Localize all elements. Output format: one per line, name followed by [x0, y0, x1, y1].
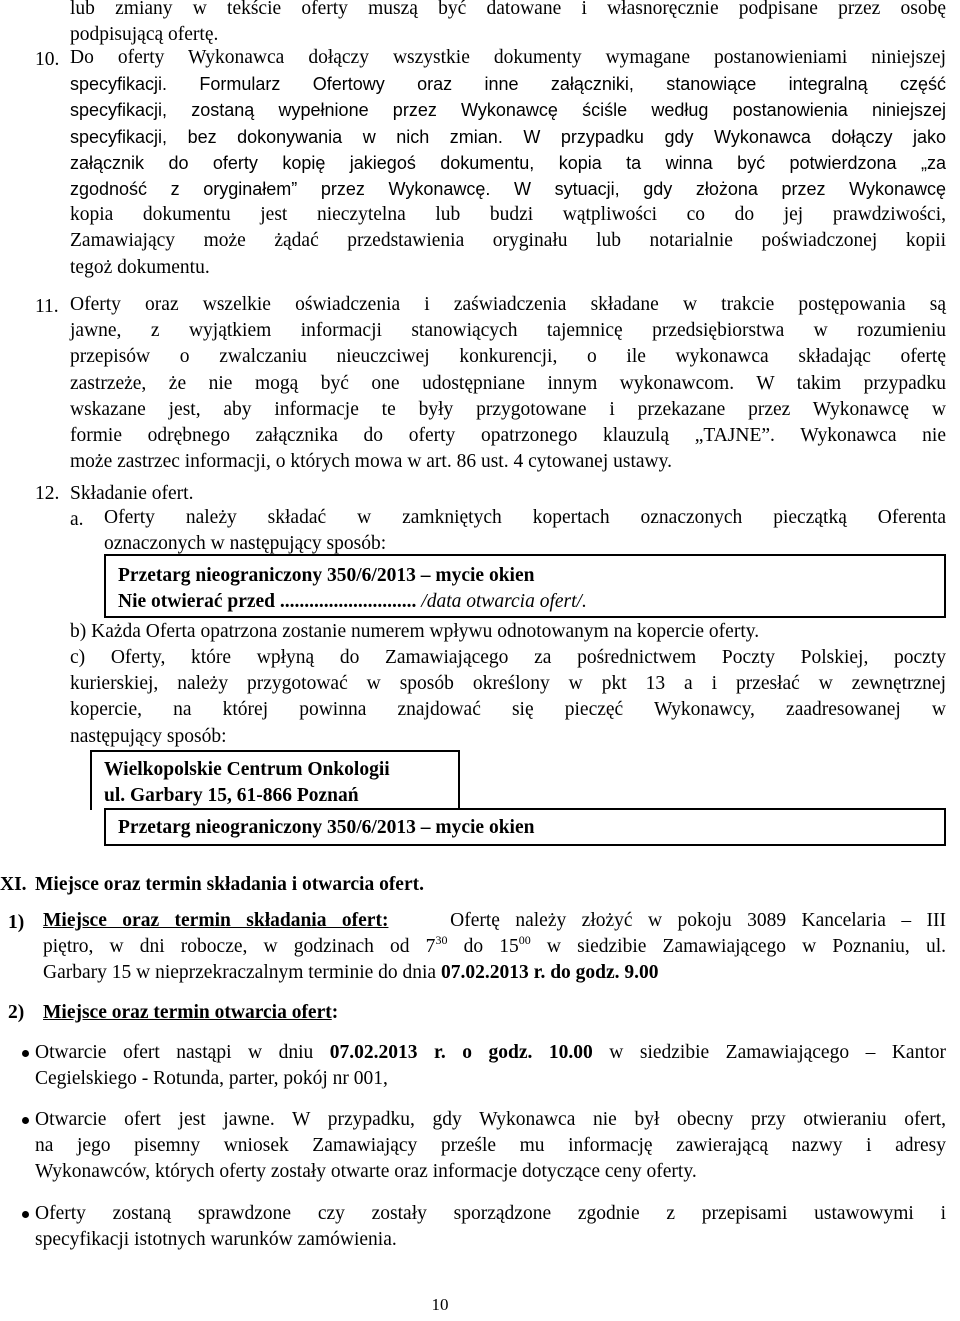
- continuation-paragraph: [70, 0, 946, 48]
- text-line: na jego pisemny wniosek Zamawiający prześle mu informację zawierającą nazwy i adresy: [35, 1135, 946, 1157]
- sub-label: a.: [70, 509, 84, 530]
- text-line: Oferty oraz wszelkie oświadczenia i zaświadczenia składane w trakcie postępowania są: [70, 294, 946, 315]
- text-span: Otwarcie ofert nastąpi w dniu: [35, 1042, 330, 1063]
- text-line: specyfikacji, zostaną wypełnione przez Wykonawcę ściśle według postanowienia niniejszej: [70, 100, 946, 121]
- list-number: 11.: [35, 296, 59, 317]
- text-line: tegoż dokumentu.: [70, 256, 210, 278]
- paragraph-12a: [104, 505, 946, 557]
- text-line: jawne, z wyjątkiem informacji stanowiących tajemnicę przedsiębiorstwa w rozumieniu: [70, 320, 946, 342]
- paragraph-xi-1: [43, 908, 946, 987]
- text-line: Do oferty Wykonawca dołączy wszystkie dokumenty wymagane postanowieniami niniejszej: [70, 47, 946, 68]
- text-line: Cegielskiego - Rotunda, parter, pokój nr 001,: [35, 1068, 388, 1090]
- text-span: w siedzibie Zamawiającego w Poznaniu, ul.: [530, 936, 946, 958]
- address-line: Wielkopolskie Centrum Onkologii: [104, 759, 390, 780]
- section-title: Składanie ofert.: [70, 483, 194, 504]
- bullet-dot: [22, 1117, 29, 1124]
- text-line-b: b) Każda Oferta opatrzona zostanie numerem wpływu odnotowanym na kopercie oferty.: [70, 621, 760, 642]
- subsection-heading-line: [43, 1003, 338, 1023]
- bullet-dot: [22, 1211, 29, 1218]
- subsection-heading: Miejsce oraz termin otwarcia ofert: [43, 1002, 332, 1023]
- text-span: piętro, w dni robocze, w godzinach od 7: [43, 936, 436, 958]
- bullet-dot: [22, 1050, 29, 1057]
- text-line: Oferty należy składać w zamkniętych kopertach oznaczonych pieczątką Oferenta: [104, 507, 946, 528]
- list-number: 2): [8, 1002, 25, 1023]
- envelope-title: Przetarg nieograniczony 350/6/2013 – mycie okien: [118, 817, 535, 838]
- paragraph-12c: [70, 645, 946, 750]
- text-line: podpisującą ofertę.: [70, 24, 219, 46]
- text-line: następujący sposób:: [70, 725, 227, 747]
- text-line: [43, 934, 946, 960]
- text-line: przepisów o zwalczaniu nieuczciwej konkurencji, o ile wykonawca składając ofertę: [70, 346, 946, 368]
- text-line: wskazane jest, aby informacje te były przygotowane i przekazane przez Wykonawcę w: [70, 398, 946, 420]
- text-line: c) Oferty, które wpłyną do Zamawiającego za pośrednictwem Poczty Polskiej, poczty: [70, 647, 946, 668]
- bullet-paragraph: [35, 1040, 946, 1092]
- text-span: Ofertę należy złożyć w pokoju 3089 Kancelaria – III: [450, 910, 947, 931]
- text-line: [35, 1040, 946, 1066]
- text-line: może zastrzec informacji, o których mowa w art. 86 ust. 4 cytowanej ustawy.: [70, 451, 672, 473]
- address-line: ul. Garbary 15, 61-866 Poznań: [104, 785, 359, 806]
- text-line: Zamawiający może żądać przedstawienia oryginału lub notarialnie poświadczonej kopii: [70, 230, 946, 252]
- text-line: specyfikacji, bez dokonywania w nich zmian. W przypadku gdy Wykonawca dołączy jako: [70, 126, 946, 147]
- paragraph-10: [70, 45, 946, 281]
- text-line: Wykonawców, których oferty zostały otwarte oraz informacje dotyczące ceny oferty.: [35, 1161, 697, 1183]
- list-number: 10.: [35, 49, 60, 70]
- text-line: załącznik do oferty kopię jakiegoś dokumentu, kopia ta winna być potwierdzona „za: [70, 152, 946, 173]
- text-line: oznaczonych w następujący sposób:: [104, 533, 387, 555]
- text-line: zgodność z oryginałem” przez Wykonawcę. W sytuacji, gdy złożona przez Wykonawcę: [70, 179, 946, 200]
- text-line: Oferty zostaną sprawdzone czy zostały sporządzone zgodnie z przepisami ustawowymi i: [35, 1203, 946, 1224]
- date-placeholder: /data otwarcia ofert/.: [416, 591, 587, 612]
- section-heading: Miejsce oraz termin składania i otwarcia ofert.: [35, 874, 424, 895]
- text-line: [43, 908, 946, 934]
- text-span: do 15: [447, 936, 519, 958]
- subsection-heading: Miejsce oraz termin składania ofert:: [43, 910, 389, 931]
- superscript: 00: [518, 933, 531, 948]
- text-line: [43, 960, 946, 986]
- text-line: kopia dokumentu jest nieczytelna lub budzi wątpliwości co do jej prawdziwości,: [70, 204, 946, 226]
- bullet-paragraph: [35, 1107, 946, 1186]
- text-span: Garbary 15 w nieprzekraczalnym terminie do dnia: [43, 962, 441, 984]
- text-line: specyfikacji. Formularz Ofertowy oraz inne załączniki, stanowiące integralną część: [70, 74, 946, 95]
- deadline: 07.02.2013 r. do godz. 9.00: [440, 962, 659, 984]
- text-line: formie odrębnego załącznika do oferty opatrzonego klauzulą „TAJNE”. Wykonawca nie: [70, 425, 946, 447]
- envelope-title: Przetarg nieograniczony 350/6/2013 – mycie okien: [118, 565, 535, 586]
- text-line: kurierskiej, należy przygotować w sposób określony w pkt 13 a i przesłać w zewnętrznej: [70, 673, 946, 695]
- envelope-open-date: [118, 592, 587, 612]
- opening-date: 07.02.2013 r. o godz. 10.00: [329, 1042, 593, 1063]
- do-not-open-label: Nie otwierać przed ............................: [118, 591, 417, 612]
- colon: :: [331, 1002, 339, 1023]
- text-line: kopercie, na której powinna znajdować się pieczęć Wykonawcy, zaadresowanej w: [70, 699, 946, 721]
- text-span: w siedzibie Zamawiającego – Kantor: [592, 1042, 946, 1063]
- text-line: Otwarcie ofert jest jawne. W przypadku, gdy Wykonawca nie był obecny przy otwieraniu ofert,: [35, 1109, 946, 1130]
- list-number: 12.: [35, 483, 60, 504]
- superscript: 30: [435, 933, 448, 948]
- text-line: lub zmiany w tekście oferty muszą być datowane i własnoręcznie podpisane przez osobę: [70, 0, 946, 19]
- bullet-paragraph: [35, 1201, 946, 1253]
- section-number: XI.: [0, 874, 27, 895]
- page-number: 10: [431, 1295, 449, 1314]
- text-line: zastrzeże, że nie mogą być one udostępniane innym wykonawcom. W takim przypadku: [70, 372, 946, 394]
- paragraph-11: [70, 292, 946, 475]
- text-line: specyfikacji istotnych warunków zamówienia.: [35, 1229, 397, 1251]
- list-number: 1): [8, 912, 25, 933]
